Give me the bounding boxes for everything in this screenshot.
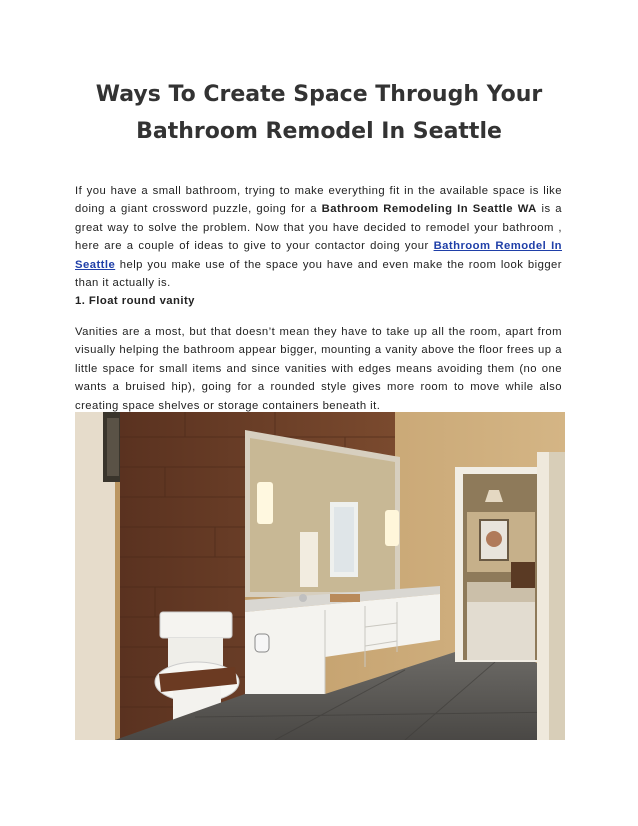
bathroom-photo — [75, 412, 565, 740]
page-title — [60, 76, 578, 150]
intro-text-b: is a great way to solve the problem. Now that you have decided to remodel your bathroom , here are a couple of ideas to give to your contactor doing your — [75, 203, 562, 253]
section-heading: 1. Float round vanity — [75, 295, 195, 307]
intro-text-a: If you have a small bathroom, trying to make everything fit in the available space is like doing a giant crossword puzzle, going for a — [75, 185, 562, 216]
title-line-2: Bathroom Remodel In Seattle — [136, 119, 502, 144]
intro-paragraph — [75, 182, 562, 292]
bathroom-illustration — [75, 412, 565, 740]
intro-text-c: help you make use of the space you have and even make the room look bigger than it actually is. — [75, 258, 562, 290]
intro-bold-keyword: Bathroom Remodeling In Seattle WA — [321, 203, 537, 216]
section-body: Vanities are a most, but that doesn’t mean they have to take up all the room, apart from visually helping the bathroom appear bigger, mounting a vanity above the floor frees up a little space for small items and since vanities with edges means avoiding them (no one wants a bruised hip), going for a rounded style gives more room to move while also creating space shelves or storage containers beneath it. — [75, 326, 562, 412]
title-line-1: Ways To Create Space Through Your — [95, 82, 543, 107]
bathroom-remodel-link[interactable]: Bathroom Remodel In Seattle — [75, 240, 563, 271]
